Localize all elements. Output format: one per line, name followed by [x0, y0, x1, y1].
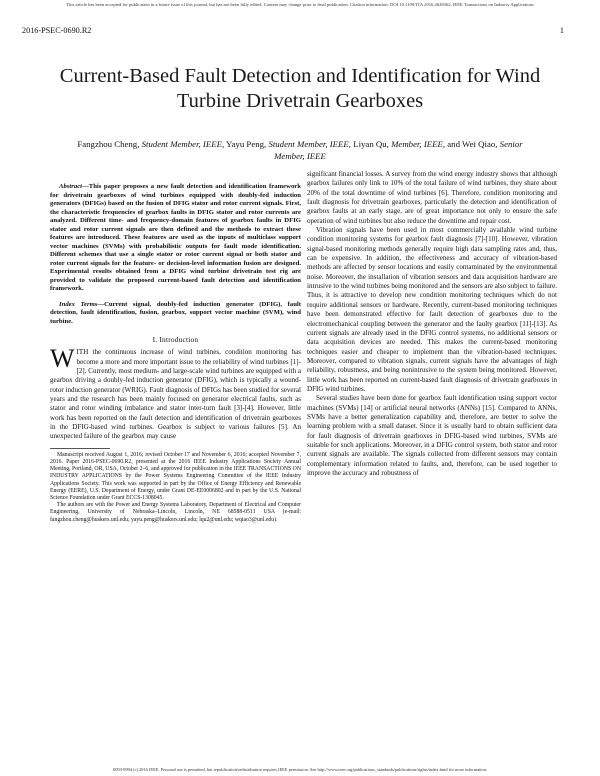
footnote-divider: [50, 448, 110, 449]
intro-paragraph-3: Several studies have been done for gearbox fault identification using support vector machines (SVMs) [14] or artificial neural networks (ANNs) [15]. Compared to ANNs, SVMs have a better generalization capability and, therefore, are better to solve the learning problem with a small dataset. Since it is usually hard to obtain sufficient data for fault diagnosis of drivetrain gearboxes in DFIG-based wind turbines, SVMs are suitable for such applications. Moreover, in a DFIG control system, both stator and rotor current signals are available. The signals collected from different sensors may contain complementary information related to faults, and, therefore, can be used together to improve the accuracy and robustness of: [307, 394, 557, 477]
paper-id: 2016-PSEC-0690.R2: [22, 26, 92, 35]
author-role: Senior Member, IEEE: [274, 139, 523, 161]
paper-title: Current-Based Fault Detection and Identification for Wind Turbine Drivetrain Gearboxes: [59, 65, 541, 112]
abstract-label: Abstract: [59, 183, 83, 190]
footnote-author-affiliation: The authors are with the Power and Energy Systems Laboratory, Department of Electrical and Computer Engineering, University of Nebraska–Lincoln, Lincoln, NE 68588-0511 USA (e-mail: fangzhou.cheng@huskers.unl.edu; yayu.peng@huskers.unl.edu; lqu2@unl.edu; wqiao3@unl.edu).: [50, 502, 301, 523]
author-name: Yayu Peng,: [224, 139, 269, 149]
index-terms: [50, 301, 301, 327]
copyright-footer: 0093-9994 (c) 2016 IEEE. Personal use is permitted, but republication/redistribution requires IEEE permission. See http://www.ieee.org/publications_standards/publications/rights/index.html for more information.: [113, 767, 487, 772]
abstract-text: —This paper proposes a new fault detection and identification framework for drivetrain gearboxes of wind turbines equipped with doubly-fed induction generators (DFIGs) based on the fusion of DFIG stator and rotor current signals. First, the characteristic frequencies of gearbox faults in DFIG stator and rotor currents are analyzed. Different time- and frequency-domain features of gearbox faults in DFIG stator and rotor current signals are then defined and the methods to extract these features are introduced. These features are used as the inputs of multiclass support vector machines (SVMs) with probabilistic outputs for fault mode identification. Different schemes that use a single stator or rotor current signal or both stator and rotor current signals for the feature- or decision-level information fusion are designed. Experimental results obtained from a DFIG wind turbine drivetrain test rig are provided to validate the proposed current-based fault detection and identification framework.: [50, 183, 301, 292]
left-column: [50, 183, 301, 524]
author-list: [70, 138, 530, 162]
right-column: [307, 170, 557, 478]
journal-acceptance-banner: This article has been accepted for publication in a future issue of this journal, but has not been fully edited. Content may change prior to final publication. Citation information: DOI 10.1109/TIA.2016.2628362, IEEE Transactions on Industry Applications: [66, 2, 534, 7]
abstract: [50, 183, 301, 294]
index-terms-text: —Current signal, doubly-fed induction generator (DFIG), fault detection, fault identification, fusion, gearbox, support vector machine (SVM), wind turbine.: [50, 300, 302, 325]
author-role: Student Member, IEEE,: [141, 139, 225, 149]
author-role: Student Member, IEEE,: [268, 139, 352, 149]
intro-paragraph-1: [50, 344, 301, 441]
index-terms-label: Index Terms: [59, 300, 98, 308]
section-heading-introduction: I. Introduction: [152, 335, 199, 344]
page-number: 1: [559, 26, 564, 35]
intro-paragraph-1-text: ITH the continuous increase of wind turbines, condition monitoring has become a more and more important issue to the reliability of wind turbines [1]-[2]. Currently, most medium- and large-scale wind turbines are equipped with a gearbox driving a doubly-fed induction generator (DFIG), which is typically a wound-rotor induction generator (WRIG). Fault diagnosis of DFIGs has been studied for several years and the research has been mainly focused on generator electrical faults, such as stator and rotor winding imbalance and stator inter-turn fault [3]-[4]. However, little work has been reported on the fault detection and identification of drivetrain gearboxes in the DFIG-based wind turbines. Gearbox is subject to various failures [5]. An unexpected failure of the gearbox may cause: [50, 348, 301, 441]
intro-paragraph-2: Vibration signals have been used in most commercially available wind turbine condition monitoring systems for gearbox fault diagnosis [7]-[10]. However, vibration signal-based monitoring methods generally require high data sampling rates and, thus, can be expensive. In addition, the effectiveness and accuracy of vibration-based methods are affected by sensor locations and easily contaminated by the environmental noise. Moreover, the installation of vibration sensors and data acquisition hardware are intrusive to the wind turbines being monitored and the sensors are also subject to failure. Thus, it is attractive to develop new condition monitoring techniques which do not require additional sensors or hardware. Recently, current-based monitoring techniques have been demonstrated effective for fault detection of gearboxes due to the electromechanical coupling between the generator and the faulty gearbox [11]-[13]. As current signals are already used in the DFIG control systems, no additional sensors or data acquisition devices are needed. This makes the current-based monitoring techniques easier and cheaper to implement than the vibration-based techniques. Moreover, compared to vibration signals, current signals have the advantages of high reliability, robustness, and being nonintrusive to the system being monitored. However, little work has been reported on current-based fault diagnosis of drivetrain gearboxes in DFIG wind turbines.: [307, 226, 557, 393]
author-name: Fangzhou Cheng,: [77, 139, 142, 149]
drop-cap: W: [50, 344, 75, 374]
author-role: Member, IEEE,: [391, 139, 446, 149]
intro-paragraph-1-continued: significant financial losses. A survey from the wind energy industry shows that although gearbox failures only link to 10% of the total failure of wind turbines, they share about 20% of the total downtime of wind turbines [6]. Therefore, condition monitoring and fault diagnosis for drivetrain gearboxes, particularly the detection and identification of gearbox faults at an early stage, are of great importance not only to ensure the safe operation of wind turbines but also reduce the downtime and repair cost.: [307, 170, 557, 225]
author-name: and Wei Qiao,: [445, 139, 500, 149]
footnote-manuscript-info: Manuscript received August 1, 2016; revised October 17 and November 6, 2016; accepted November 7, 2016. Paper 2016-PSEC-0690.R2, presented at the 2016 IEEE Industry Applications Society Annual Meeting, Portland, OR, USA, October 2–6, and approved for publication in the IEEE TRANSACTIONS ON INDUSTRY APPLICATIONS by the Power Systems Engineering Committee of the IEEE Industry Applications Society. This work was supported in part by the Office of Energy Efficiency and Renewable Energy (EERE), U.S. Department of Energy, under Grant DE-EE0006802 and in part by the U.S. National Science Foundation under Grant ECCS-1308045.: [50, 451, 301, 501]
author-name: Liyan Qu,: [351, 139, 392, 149]
